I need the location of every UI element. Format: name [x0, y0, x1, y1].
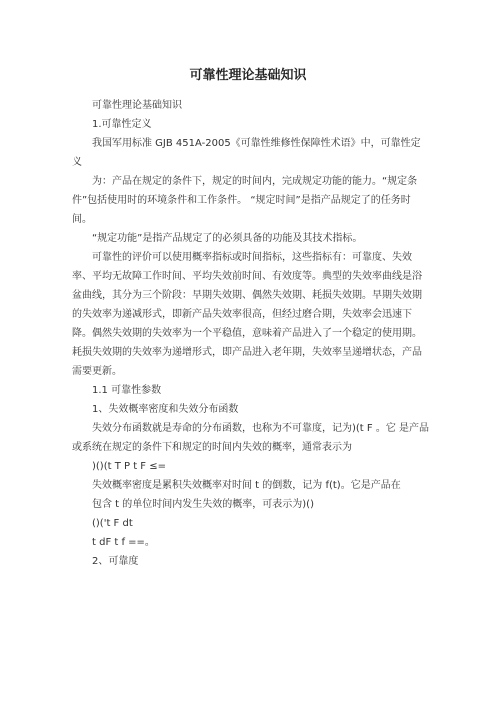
- paragraph: 2、可靠度: [92, 556, 139, 567]
- paragraph: 失效概率密度是累积失效概率对时间 t 的倒数，记为 f(t)。它是产品在: [92, 480, 401, 491]
- paragraph: 1.可靠性定义: [92, 119, 152, 130]
- paragraph: 为：产品在规定的条件下，规定的时间内，完成规定功能的能力。“规定条件”包括使用时的环境条件和工作条件。 “规定时间”是指产品规定了的任务时间。: [72, 176, 418, 225]
- paragraph: )()(t T P t F ≤=: [92, 461, 166, 472]
- paragraph: 包含 t 的单位时间内发生失效的概率，可表示为)(): [92, 499, 314, 510]
- document-body: [72, 96, 430, 571]
- paragraph: 我国军用标准 GJB 451A-2005《可靠性维修性保障性术语》中，可靠性定义: [72, 138, 421, 168]
- paragraph: 可靠性的评价可以使用概率指标或时间指标，这些指标有：可靠度、失效率、平均无故障工作时间、平均失效前时间、有效度等。典型的失效率曲线是浴盆曲线，其分为三个阶段：早期失效期、偶然失效期、耗损失效期。早期失效期的失效率为递减形式，即新产品失效率很高，但经过磨合期，失效率会迅速下降。偶然失效期的失效率为一个平稳值，意味着产品进入了一个稳定的使用期。耗损失效期的失效率为递增形式，即产品进入老年期，失效率呈递增状态，产品需要更新。: [72, 252, 422, 377]
- paragraph: 1、失效概率密度和失效分布函数: [92, 404, 239, 415]
- paragraph: 可靠性理论基础知识: [92, 100, 182, 111]
- document-title: 可靠性理论基础知识: [189, 68, 307, 83]
- paragraph: 1.1 可靠性参数: [92, 385, 162, 396]
- paragraph: “规定功能”是指产品规定了的必须具备的功能及其技术指标。: [92, 233, 363, 244]
- paragraph: 失效分布函数就是寿命的分布函数，也称为不可靠度，记为)(t F 。它 是产品或系统在规定的条件下和规定的时间内失效的概率，通常表示为: [72, 423, 430, 453]
- paragraph: ()('t F dt: [92, 518, 133, 529]
- paragraph: t dF t f ==。: [92, 537, 155, 548]
